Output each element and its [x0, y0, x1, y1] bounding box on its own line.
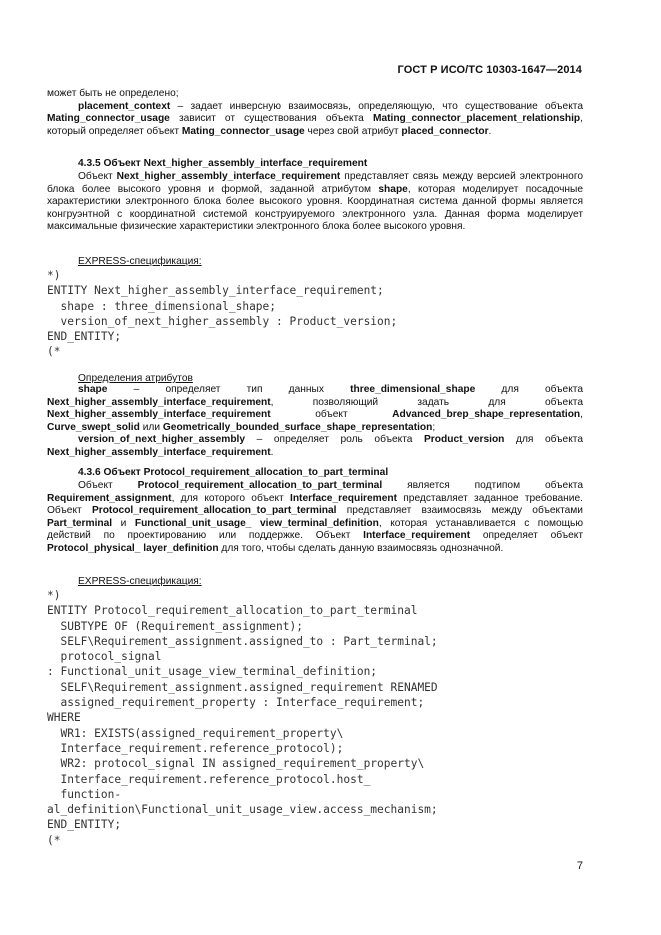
attribute-version-definition: version_of_next_higher_assembly – определяет роль объекта Product_version для объекта Next_higher_assembly_interface_requirement.	[47, 434, 583, 458]
section-heading-435: 4.3.5 Объект Next_higher_assembly_interface_requirement	[78, 158, 368, 169]
section-heading-436: 4.3.6 Объект Protocol_requirement_allocation_to_part_terminal	[78, 467, 389, 478]
document-header: ГОСТ Р ИСО/ТС 10303-1647—2014	[397, 64, 582, 76]
section-435-paragraph: Объект Next_higher_assembly_interface_requirement представляет связь между версией электронного блока более высокого уровня и формой, заданной атрибутом shape, которая моделирует посадочные характеристики электронного блока более высокого уровня. Координатная система данной формы является конгруэнтной с координатной системой конструируемого электронного узла. Данная форма моделирует максимальные физические характеристики электронного блока более высокого уровня.	[47, 171, 583, 233]
express-code-2: *) ENTITY Protocol_requirement_allocation_to_part_terminal SUBTYPE OF (Requirement_assignment); SELF\Requirement_assignment.assigned_to : Part_terminal; protocol_signal : Functional_unit_usage_view_terminal_definition; SELF\Requirement_assignment.assigned_requirement RENAMED assigned_requirement_property : Interface_requirement; WHERE WR1: EXISTS(assigned_requirement_property\ Interface_requirement.reference_protocol); WR2: protocol_signal IN assigned_requirement_property\ Interface_requirement.reference_protocol.host_ function- al_definition\Functional_unit_usage_view.access_mechanism; END_ENTITY; (*	[47, 589, 438, 847]
express-code-1: *) ENTITY Next_higher_assembly_interface_requirement; shape : three_dimensional_shape; version_of_next_higher_assembly : Product_version; END_ENTITY; (*	[47, 269, 398, 359]
page-number: 7	[576, 860, 583, 872]
intro-line: может быть не определено;	[47, 88, 179, 99]
express-spec-label-1: EXPRESS-спецификация:	[78, 256, 202, 267]
attribute-shape-definition: shape – определяет тип данных three_dimensional_shape для объекта Next_higher_assembly_interface_requirement, позволяющий задать для объекта Next_higher_assembly_interface_requirement объект Advanced_brep_shape_representation, Curve_swept_solid или Geometrically_bounded_surface_shape_representation;	[47, 384, 583, 433]
attribute-definitions-label: Определения атрибутов	[78, 373, 193, 384]
placement-context-paragraph: placement_context – задает инверсную взаимосвязь, определяющую, что существование объекта Mating_connector_usage зависит от существования объекта Mating_connector_placement_relationship, который определяет объект Mating_connector_usage через свой атрибут placed_connector.	[47, 100, 583, 137]
section-436-paragraph: Объект Protocol_requirement_allocation_to_part_terminal является подтипом объекта Requirement_assignment, для которого объект Interface_requirement представляет заданное требование. Объект Protocol_requirement_allocation_to_part_terminal представляет взаимосвязь между объектами Part_terminal и Functional_unit_usage_ view_terminal_definition, которая устанавливается с помощью действий по проектированию или поддержке. Объект Interface_requirement определяет объект Protocol_physical_ layer_definition для того, чтобы сделать данную взаимосвязь однозначной.	[47, 480, 584, 554]
express-spec-label-2: EXPRESS-спецификация:	[78, 576, 202, 587]
intro-block	[47, 88, 583, 138]
attribute-definitions	[47, 384, 583, 460]
